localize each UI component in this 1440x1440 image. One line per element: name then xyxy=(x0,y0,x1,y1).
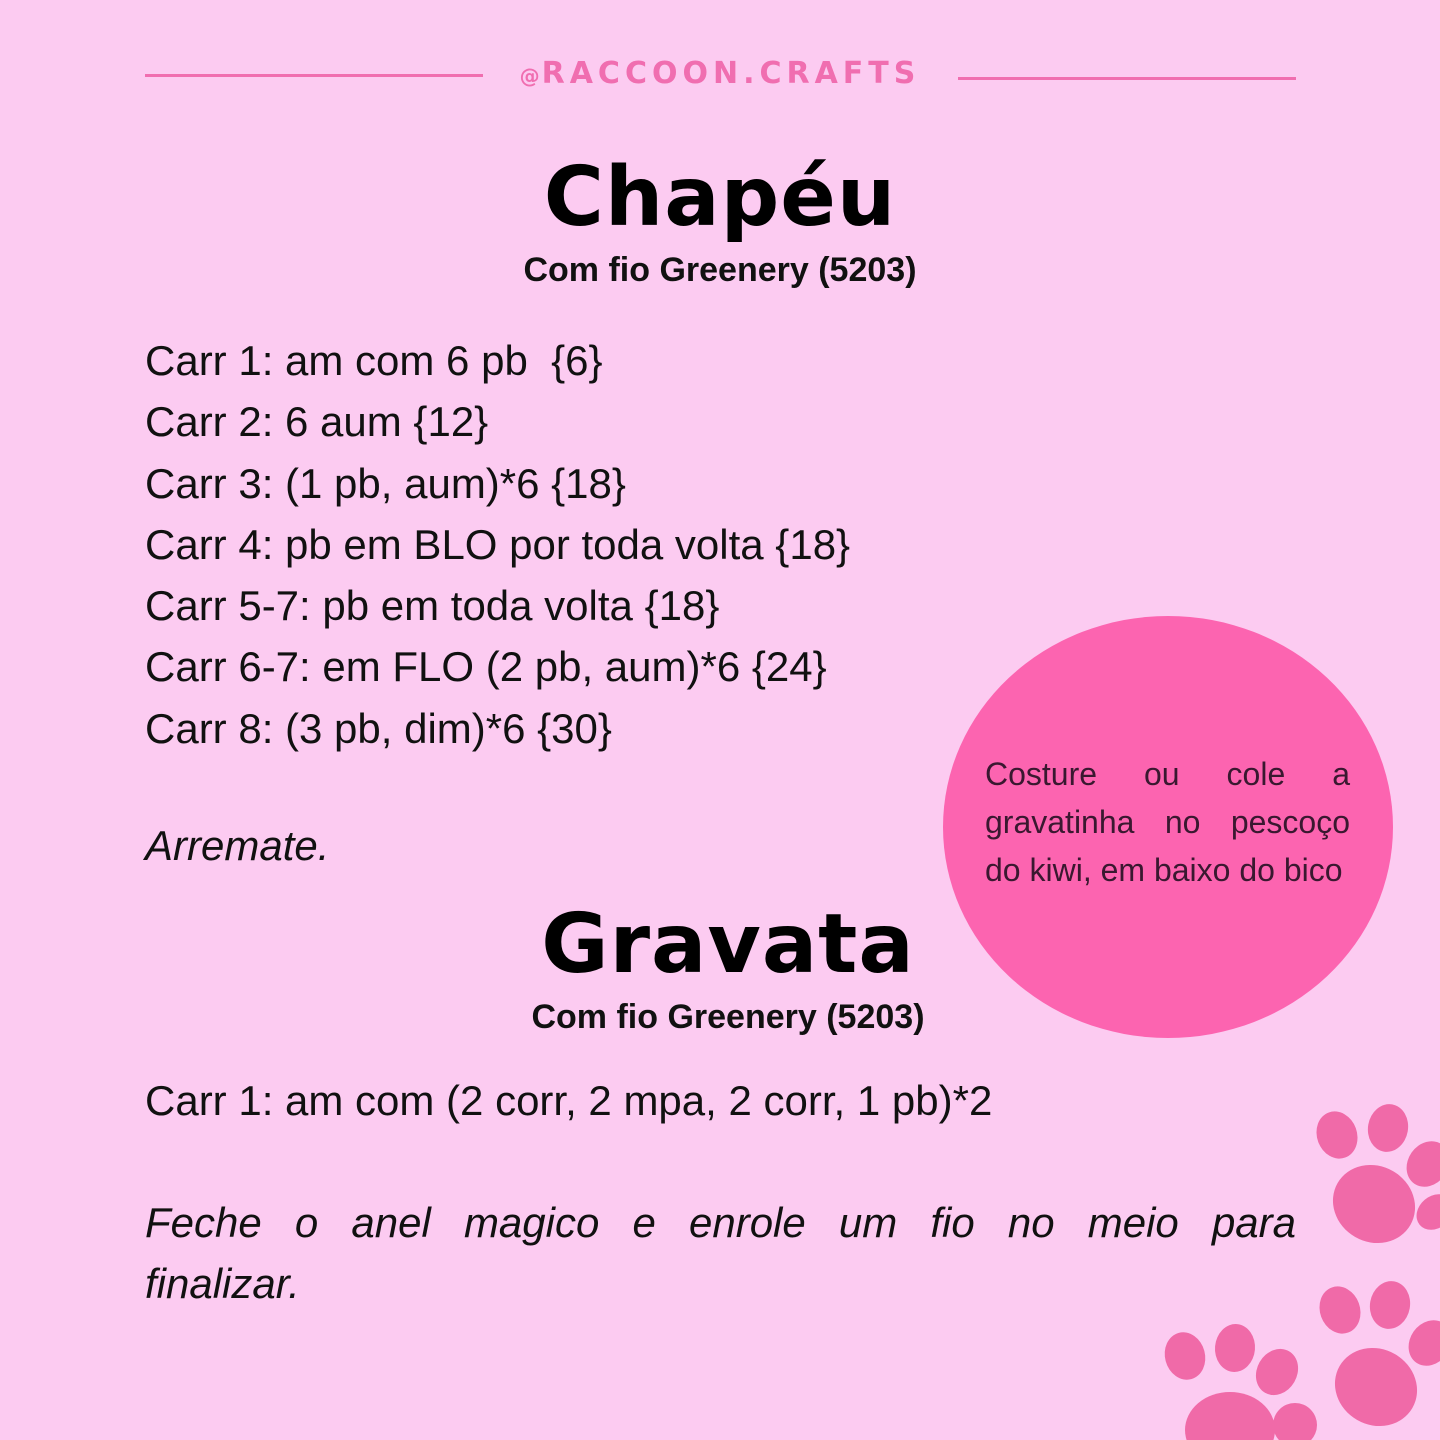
pattern-row: Carr 8: (3 pb, dim)*6 {30} xyxy=(145,704,612,752)
paw-print-icon xyxy=(1310,1275,1440,1440)
finish-instruction-gravata-line1: Feche o anel magico e enrole um fio no meio para xyxy=(145,1199,1296,1246)
pattern-row: Carr 5-7: pb em toda volta {18} xyxy=(145,582,720,630)
pattern-row: Carr 6-7: em FLO (2 pb, aum)*6 {24} xyxy=(145,643,827,691)
pattern-row: Carr 2: 6 aum {12} xyxy=(145,398,489,446)
brand-name: RACCOON.CRAFTS xyxy=(541,56,921,91)
section-title-chapeu: Chapéu xyxy=(543,150,897,245)
pattern-rows-chapeu xyxy=(145,330,850,759)
section-subtitle-gravata: Com fio Greenery (5203) xyxy=(531,998,925,1036)
pattern-row: Carr 3: (1 pb, aum)*6 {18} xyxy=(145,459,626,507)
brand-handle xyxy=(0,56,1440,91)
finish-instruction-gravata-line2: finalizar. xyxy=(145,1260,300,1307)
section-subtitle-chapeu: Com fio Greenery (5203) xyxy=(523,251,917,289)
finish-instruction-chapeu: Arremate. xyxy=(145,822,330,869)
paw-print-icon xyxy=(1310,1100,1440,1250)
brand-at: @ xyxy=(519,64,542,88)
pattern-row-gravata: Carr 1: am com (2 corr, 2 mpa, 2 corr, 1 pb)*2 xyxy=(145,1077,993,1124)
pattern-row: Carr 1: am com 6 pb {6} xyxy=(145,337,603,384)
note-text: Costure ou cole a gravatinha no pescoço do kiwi, em baixo do bico xyxy=(985,756,1350,888)
pattern-row: Carr 4: pb em BLO por toda volta {18} xyxy=(145,520,851,568)
section-title-gravata: Gravata xyxy=(541,897,915,992)
paw-print-icon xyxy=(1155,1320,1325,1440)
